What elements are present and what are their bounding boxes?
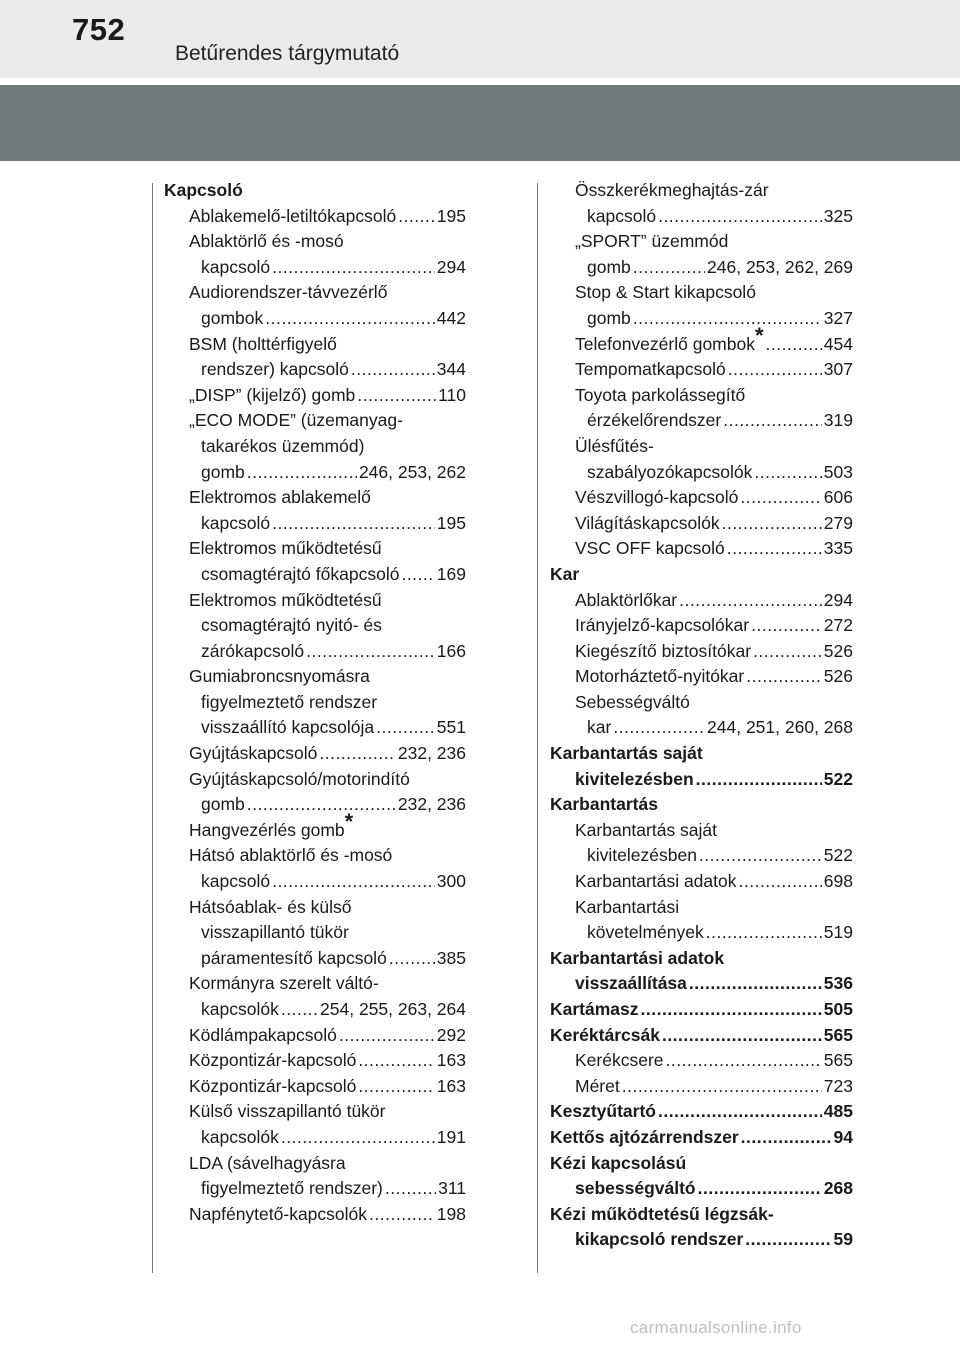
index-entry: Hangvezérlés gomb * <box>164 818 466 844</box>
entry-text: Tempomatkapcsoló <box>575 359 726 380</box>
entry-text: Ülésfűtés- <box>575 435 654 456</box>
index-entry <box>164 1048 466 1074</box>
page-reference: 300 <box>436 871 466 892</box>
leader-dots <box>741 1125 832 1151</box>
leader-dots <box>754 460 821 486</box>
index-entry <box>550 767 853 793</box>
page-reference: 191 <box>436 1126 466 1147</box>
index-entry <box>164 485 466 511</box>
index-entry <box>550 843 853 869</box>
entry-text: kapcsolók <box>201 1126 279 1147</box>
page-reference: 110 <box>438 384 466 405</box>
index-entry <box>164 562 466 588</box>
page-reference: 232, 236 <box>397 743 466 764</box>
entry-text: zárókapcsoló <box>201 640 305 661</box>
index-entry <box>164 306 466 332</box>
entry-text: kivitelezésben <box>587 845 697 866</box>
index-heading <box>164 178 466 204</box>
index-entry <box>550 690 853 716</box>
leader-dots <box>306 639 435 665</box>
entry-text: gomb <box>587 256 631 277</box>
index-entry <box>164 639 466 665</box>
entry-text: kar <box>587 717 612 738</box>
index-entry <box>164 895 466 921</box>
entry-text: Kézi kapcsolású <box>550 1152 687 1173</box>
entry-text: szabályozókapcsolók <box>587 461 753 482</box>
index-column-left <box>164 178 466 1227</box>
entry-text: Ablaktörlő és -mosó <box>189 231 344 252</box>
entry-text: kapcsoló <box>201 256 271 277</box>
entry-text: Összkerékmeghajtás-zár <box>575 180 769 200</box>
leader-dots <box>706 920 822 946</box>
index-entry <box>164 946 466 972</box>
index-entry <box>550 1176 853 1202</box>
page-reference: 344 <box>436 359 466 380</box>
entry-text: Karbantartás saját <box>550 743 703 764</box>
page-reference: 526 <box>823 666 853 687</box>
page-reference: 59 <box>833 1229 853 1250</box>
entry-text: Telefonvezérlő gombok <box>575 333 755 354</box>
entry-text: visszaállító kapcsolója <box>201 717 375 738</box>
index-entry <box>164 741 466 767</box>
index-entry <box>164 997 466 1023</box>
entry-text: Központizár-kapcsoló <box>189 1050 357 1071</box>
index-entry <box>550 255 853 281</box>
page-reference: 163 <box>436 1050 466 1071</box>
entry-text: visszapillantó tükör <box>201 922 349 943</box>
index-entry <box>550 971 853 997</box>
page-reference: 385 <box>436 947 466 968</box>
index-entry <box>164 332 466 358</box>
index-entry <box>164 1202 466 1228</box>
index-entry <box>164 357 466 383</box>
entry-text: VSC OFF kapcsoló <box>575 538 725 559</box>
index-entry <box>550 715 853 741</box>
leader-dots <box>739 869 822 895</box>
index-entry <box>164 664 466 690</box>
leader-dots <box>723 408 822 434</box>
entry-text: Elektromos működtetésű <box>189 538 382 559</box>
index-entry <box>164 920 466 946</box>
leader-dots <box>753 639 822 665</box>
leader-dots <box>679 588 822 614</box>
page-reference: 268 <box>823 1178 853 1199</box>
index-entry <box>550 588 853 614</box>
entry-text: Karbantartás <box>550 794 658 815</box>
entry-text: csomagtérajtó főkapcsoló <box>201 563 400 584</box>
page-reference: 294 <box>823 589 853 610</box>
entry-text: Kormányra szerelt váltó- <box>189 973 379 994</box>
leader-dots <box>662 1023 822 1049</box>
index-entry <box>164 613 466 639</box>
leader-dots <box>401 562 434 588</box>
page-reference: 246, 253, 262 <box>358 461 466 482</box>
page-reference: 169 <box>436 563 466 584</box>
page-reference: 522 <box>823 768 853 789</box>
page-reference: 565 <box>823 1050 853 1071</box>
entry-text: Kiegészítő biztosítókar <box>575 640 752 661</box>
index-heading <box>550 1099 853 1125</box>
entry-text: Audiorendszer-távvezérlő <box>189 282 388 303</box>
page-reference: 454 <box>823 333 853 354</box>
leader-dots <box>745 1227 831 1253</box>
entry-text: Karbantartási <box>575 896 680 917</box>
index-entry <box>164 869 466 895</box>
index-entry <box>164 460 466 486</box>
page-reference: 311 <box>438 1178 466 1199</box>
entry-text: Gumiabroncsnyomásra <box>189 666 370 687</box>
entry-text: Elektromos működtetésű <box>189 589 382 610</box>
page-reference: 485 <box>823 1101 853 1122</box>
index-entry <box>164 1176 466 1202</box>
page-reference: 319 <box>823 410 853 431</box>
leader-dots <box>319 741 395 767</box>
index-heading <box>550 1202 853 1228</box>
header-bar <box>0 0 960 78</box>
entry-text: Hátsó ablaktörlő és -mosó <box>189 845 393 866</box>
entry-text: Ablaktörlőkar <box>575 589 678 610</box>
page-reference: 522 <box>823 845 853 866</box>
entry-text: Kartámasz <box>550 999 639 1019</box>
page-reference: 307 <box>823 359 853 380</box>
entry-text: Hangvezérlés gomb <box>189 819 345 840</box>
index-entry <box>550 639 853 665</box>
page-reference: 503 <box>823 461 853 482</box>
entry-text: figyelmeztető rendszer) <box>201 1178 383 1199</box>
leader-dots <box>272 869 435 895</box>
entry-text: Ablakemelő-letiltókapcsoló <box>189 205 397 226</box>
page-reference: 94 <box>833 1126 853 1147</box>
leader-dots <box>728 357 822 383</box>
index-entry <box>164 1099 466 1125</box>
leader-dots <box>357 383 436 409</box>
index-heading <box>550 997 853 1023</box>
page-reference: 166 <box>436 640 466 661</box>
index-entry <box>164 1125 466 1151</box>
entry-text: érzékelőrendszer <box>587 410 722 431</box>
leader-dots <box>699 843 822 869</box>
index-entry <box>550 536 853 562</box>
index-entry <box>550 613 853 639</box>
index-entry <box>550 408 853 434</box>
entry-text: Kézi működtetésű légzsák- <box>550 1203 774 1224</box>
entry-text: gomb <box>201 794 245 815</box>
index-entry <box>550 178 853 204</box>
leader-dots <box>376 715 435 741</box>
entry-text: takarékos üzemmód) <box>201 435 365 456</box>
leader-dots <box>247 792 396 818</box>
index-entry <box>550 1048 853 1074</box>
entry-text: Kapcsoló <box>164 180 243 200</box>
leader-dots <box>746 664 822 690</box>
index-entry <box>550 920 853 946</box>
index-entry <box>164 767 466 793</box>
index-entry <box>164 1023 466 1049</box>
entry-text: Vészvillogó-kapcsoló <box>575 487 739 508</box>
entry-text: Hátsóablak- és külső <box>189 896 352 917</box>
entry-text: Méret <box>575 1075 620 1096</box>
entry-text: Kettős ajtózárrendszer <box>550 1126 739 1147</box>
index-entry <box>164 588 466 614</box>
entry-text: Kar <box>550 563 580 584</box>
entry-text: sebességváltó <box>575 1178 696 1199</box>
index-heading <box>550 741 853 767</box>
leader-dots <box>633 255 705 281</box>
entry-text: Keréktárcsák <box>550 1024 660 1045</box>
index-entry <box>550 1074 853 1100</box>
leader-dots <box>385 1176 436 1202</box>
entry-text: Világításkapcsolók <box>575 512 720 533</box>
entry-text: Karbantartási adatok <box>550 947 725 968</box>
page-reference: 723 <box>823 1075 853 1096</box>
entry-text: kapcsolók <box>201 999 279 1019</box>
leader-dots <box>751 613 822 639</box>
index-entry <box>164 511 466 537</box>
entry-text: követelmények <box>587 922 704 943</box>
page-reference: 442 <box>436 307 466 328</box>
entry-text: Gyújtáskapcsoló/motorindító <box>189 768 410 789</box>
index-entry <box>550 357 853 383</box>
leader-dots <box>666 1048 822 1074</box>
index-heading <box>550 562 853 588</box>
page-reference: 327 <box>823 307 853 328</box>
leader-dots <box>722 511 822 537</box>
leader-dots <box>658 204 822 230</box>
page-reference: 254, 255, 263, 264 <box>320 999 466 1019</box>
entry-text: Sebességváltó <box>575 691 690 712</box>
page-reference: 325 <box>823 205 853 226</box>
page-reference: 198 <box>436 1203 466 1224</box>
entry-text: Irányjelző-kapcsolókar <box>575 615 750 636</box>
index-entry <box>550 869 853 895</box>
entry-text: Karbantartási adatok <box>575 871 737 892</box>
entry-text: Napfénytető-kapcsolók <box>189 1203 368 1224</box>
index-entry <box>550 229 853 255</box>
entry-text: kikapcsoló rendszer <box>575 1229 744 1250</box>
entry-text: Központizár-kapcsoló <box>189 1075 357 1096</box>
leader-dots <box>351 357 435 383</box>
index-entry <box>550 383 853 409</box>
entry-text: gomb <box>201 461 245 482</box>
entry-text: kivitelezésben <box>575 768 694 789</box>
page-reference: 272 <box>823 615 853 636</box>
entry-text: Ködlámpakapcsoló <box>189 1024 337 1045</box>
index-heading <box>550 1125 853 1151</box>
index-column-right <box>550 178 853 1253</box>
entry-text: Gyújtáskapcsoló <box>189 743 318 764</box>
index-entry <box>164 536 466 562</box>
index-heading <box>550 1151 853 1177</box>
page-reference: 195 <box>436 205 466 226</box>
page-reference: 606 <box>823 487 853 508</box>
entry-text: Stop & Start kikapcsoló <box>575 282 756 303</box>
entry-text: „ECO MODE” (üzemanyag- <box>189 410 403 431</box>
entry-text: Külső visszapillantó tükör <box>189 1101 386 1122</box>
index-entry <box>550 280 853 306</box>
index-entry <box>550 1227 853 1253</box>
leader-dots <box>358 1074 434 1100</box>
page-number: 752 <box>72 12 126 47</box>
index-entry <box>550 306 853 332</box>
leader-dots <box>339 1023 435 1049</box>
page-reference: 526 <box>823 640 853 661</box>
entry-text: gombok <box>201 307 264 328</box>
entry-text: figyelmeztető rendszer <box>201 691 378 712</box>
entry-text: kapcsoló <box>201 871 271 892</box>
index-entry <box>550 434 853 460</box>
entry-text: gomb <box>587 307 631 328</box>
section-title: Betűrendes tárgymutató <box>175 42 400 65</box>
page-reference: 163 <box>436 1075 466 1096</box>
index-heading <box>550 946 853 972</box>
leader-dots <box>358 1048 434 1074</box>
page-reference: 195 <box>436 512 466 533</box>
index-entry <box>164 690 466 716</box>
entry-text: Kerékcsere <box>575 1050 664 1071</box>
page-reference: 232, 236 <box>397 794 466 815</box>
column-divider-middle <box>537 183 538 1273</box>
leader-dots <box>613 715 705 741</box>
page-reference: 244, 251, 260, 268 <box>707 717 853 738</box>
leader-dots <box>740 485 821 511</box>
page-reference: 551 <box>436 717 466 738</box>
index-entry <box>550 664 853 690</box>
entry-text: „DISP” (kijelző) gomb <box>189 384 356 405</box>
entry-text: LDA (sávelhagyásra <box>189 1152 346 1173</box>
index-entry <box>164 843 466 869</box>
leader-dots <box>633 306 822 332</box>
entry-text: „SPORT” üzemmód <box>575 231 729 252</box>
index-entry <box>550 895 853 921</box>
entry-text: rendszer) kapcsoló <box>201 359 349 380</box>
index-entry <box>164 715 466 741</box>
leader-dots <box>272 511 435 537</box>
page-reference: 565 <box>823 1024 853 1045</box>
entry-text: Kesztyűtartó <box>550 1101 656 1122</box>
index-heading <box>550 792 853 818</box>
leader-dots <box>389 946 435 972</box>
entry-text: kapcsoló <box>201 512 271 533</box>
leader-dots <box>398 204 435 230</box>
index-entry <box>550 460 853 486</box>
entry-text: csomagtérajtó nyitó- és <box>201 615 382 636</box>
index-entry <box>164 204 466 230</box>
leader-dots <box>281 1125 435 1151</box>
index-entry <box>164 383 466 409</box>
page-reference: 536 <box>823 973 853 994</box>
leader-dots <box>369 1202 435 1228</box>
index-entry <box>164 971 466 997</box>
index-entry <box>164 434 466 460</box>
watermark: carmanualsonline.info <box>630 1318 802 1337</box>
index-entry <box>164 255 466 281</box>
index-entry <box>550 204 853 230</box>
entry-text: BSM (holttérfigyelő <box>189 333 337 354</box>
index-heading <box>550 1023 853 1049</box>
leader-dots <box>622 1074 822 1100</box>
index-entry <box>550 485 853 511</box>
index-entry <box>164 280 466 306</box>
page-reference: 246, 253, 262, 269 <box>707 256 853 277</box>
leader-dots <box>658 1099 822 1125</box>
leader-dots <box>689 971 822 997</box>
leader-dots <box>727 536 822 562</box>
entry-text: páramentesítő kapcsoló <box>201 947 387 968</box>
leader-dots <box>698 1176 822 1202</box>
index-entry <box>550 511 853 537</box>
leader-dots <box>641 997 822 1023</box>
entry-text: Motorháztető-nyitókar <box>575 666 745 687</box>
index-entry: Telefonvezérlő gombok * ..... 454 <box>550 332 853 358</box>
entry-text: Toyota parkolássegítő <box>575 384 746 405</box>
page-reference: 279 <box>823 512 853 533</box>
leader-dots <box>281 997 318 1023</box>
entry-text: Elektromos ablakemelő <box>189 487 371 508</box>
entry-text: visszaállítása <box>575 973 687 994</box>
page-reference: 292 <box>436 1024 466 1045</box>
index-entry <box>164 1074 466 1100</box>
entry-text: kapcsoló <box>587 205 657 226</box>
column-divider-left <box>152 183 153 1273</box>
entry-text: Karbantartás saját <box>575 819 718 840</box>
index-entry <box>164 229 466 255</box>
leader-dots <box>766 332 822 358</box>
page-reference: 505 <box>823 999 853 1019</box>
page-reference: 519 <box>823 922 853 943</box>
page-reference: 335 <box>823 538 853 559</box>
page-reference: 294 <box>436 256 466 277</box>
leader-dots <box>247 460 357 486</box>
leader-dots <box>272 255 435 281</box>
page-reference: 698 <box>823 871 853 892</box>
leader-dots <box>696 767 822 793</box>
leader-dots <box>265 306 435 332</box>
header-band <box>0 85 960 161</box>
index-entry <box>550 818 853 844</box>
index-entry <box>164 792 466 818</box>
index-entry <box>164 1151 466 1177</box>
index-entry <box>164 408 466 434</box>
